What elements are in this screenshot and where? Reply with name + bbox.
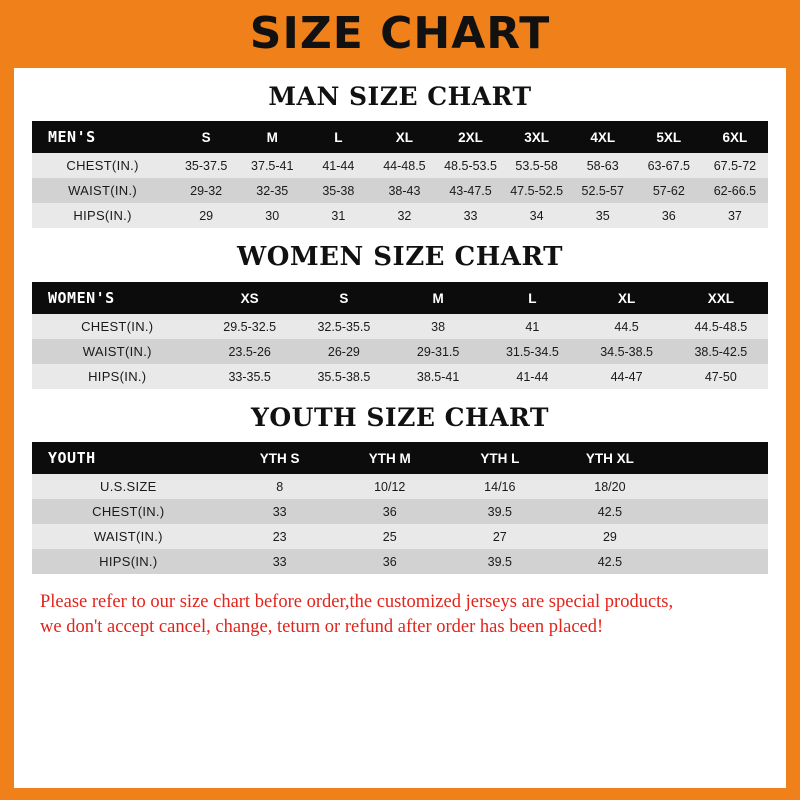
row-label: HIPS(IN.) xyxy=(32,203,173,228)
row-label: WAIST(IN.) xyxy=(32,178,173,203)
page-title: SIZE CHART xyxy=(249,8,551,59)
table-row xyxy=(32,364,768,389)
column-header: XL xyxy=(579,282,673,314)
column-header: XXL xyxy=(674,282,768,314)
cell: 36 xyxy=(335,549,445,574)
cell: 33 xyxy=(225,549,335,574)
cell: 31 xyxy=(305,203,371,228)
column-header: XL xyxy=(371,121,437,153)
cell: 39.5 xyxy=(445,499,555,524)
cell: 43-47.5 xyxy=(437,178,503,203)
row-label: HIPS(IN.) xyxy=(32,549,225,574)
cell: 33 xyxy=(225,499,335,524)
cell: 23.5-26 xyxy=(203,339,297,364)
cell: 29-31.5 xyxy=(391,339,485,364)
column-header: YTH S xyxy=(225,442,335,474)
cell: 29-32 xyxy=(173,178,239,203)
cell: 38-43 xyxy=(371,178,437,203)
cell: 53.5-58 xyxy=(504,153,570,178)
cell: 18/20 xyxy=(555,474,665,499)
footer-note-line-1: Please refer to our size chart before order,the customized jerseys are special products, xyxy=(40,592,674,612)
cell: 41 xyxy=(485,314,579,339)
cell: 26-29 xyxy=(297,339,391,364)
cell: 41-44 xyxy=(305,153,371,178)
cell: 33 xyxy=(437,203,503,228)
cell: 32 xyxy=(371,203,437,228)
cell-spacer xyxy=(665,474,768,499)
cell: 37 xyxy=(702,203,768,228)
table-row xyxy=(32,178,768,203)
header-band xyxy=(0,0,800,68)
cell: 31.5-34.5 xyxy=(485,339,579,364)
cell: 30 xyxy=(239,203,305,228)
table-header-row xyxy=(32,442,768,474)
cell: 38 xyxy=(391,314,485,339)
table-row xyxy=(32,314,768,339)
cell: 47.5-52.5 xyxy=(504,178,570,203)
cell: 38.5-42.5 xyxy=(674,339,768,364)
man-size-table xyxy=(32,121,768,228)
row-label: CHEST(IN.) xyxy=(32,153,173,178)
row-label: CHEST(IN.) xyxy=(32,499,225,524)
table-row xyxy=(32,524,768,549)
column-header: S xyxy=(297,282,391,314)
row-label: HIPS(IN.) xyxy=(32,364,203,389)
cell: 42.5 xyxy=(555,499,665,524)
section-title-women: WOMEN SIZE CHART xyxy=(237,242,563,272)
cell: 35-37.5 xyxy=(173,153,239,178)
cell: 32-35 xyxy=(239,178,305,203)
cell: 29 xyxy=(173,203,239,228)
cell: 62-66.5 xyxy=(702,178,768,203)
row-label: WAIST(IN.) xyxy=(32,524,225,549)
column-header: 2XL xyxy=(437,121,503,153)
cell: 32.5-35.5 xyxy=(297,314,391,339)
cell: 44-47 xyxy=(579,364,673,389)
column-header: L xyxy=(305,121,371,153)
youth-size-table xyxy=(32,442,768,574)
cell: 10/12 xyxy=(335,474,445,499)
column-header: 6XL xyxy=(702,121,768,153)
cell: 36 xyxy=(636,203,702,228)
column-header: YTH XL xyxy=(555,442,665,474)
footer-note-line-2: we don't accept cancel, change, teturn or refund after order has been placed! xyxy=(40,616,604,637)
column-header: 3XL xyxy=(504,121,570,153)
cell: 42.5 xyxy=(555,549,665,574)
women-size-table xyxy=(32,282,768,389)
cell: 44-48.5 xyxy=(371,153,437,178)
content-area xyxy=(14,82,786,640)
row-label: WAIST(IN.) xyxy=(32,339,203,364)
cell: 52.5-57 xyxy=(570,178,636,203)
column-header: M xyxy=(391,282,485,314)
table-header-row xyxy=(32,121,768,153)
column-header: S xyxy=(173,121,239,153)
cell-spacer xyxy=(665,549,768,574)
cell: 14/16 xyxy=(445,474,555,499)
bottom-band xyxy=(0,788,800,800)
cell: 8 xyxy=(225,474,335,499)
column-header: YTH M xyxy=(335,442,445,474)
cell: 35-38 xyxy=(305,178,371,203)
column-header-spacer xyxy=(665,442,768,474)
cell: 34 xyxy=(504,203,570,228)
column-header: XS xyxy=(203,282,297,314)
cell: 38.5-41 xyxy=(391,364,485,389)
column-header: YTH L xyxy=(445,442,555,474)
cell: 33-35.5 xyxy=(203,364,297,389)
column-header: YOUTH xyxy=(32,442,225,474)
table-row xyxy=(32,339,768,364)
column-header: M xyxy=(239,121,305,153)
table-row xyxy=(32,474,768,499)
column-header: 5XL xyxy=(636,121,702,153)
cell: 35.5-38.5 xyxy=(297,364,391,389)
cell: 29 xyxy=(555,524,665,549)
section-women xyxy=(32,242,768,389)
table-row xyxy=(32,549,768,574)
cell-spacer xyxy=(665,524,768,549)
cell: 58-63 xyxy=(570,153,636,178)
cell: 25 xyxy=(335,524,445,549)
section-title-youth: YOUTH SIZE CHART xyxy=(251,403,549,432)
cell: 34.5-38.5 xyxy=(579,339,673,364)
cell: 35 xyxy=(570,203,636,228)
cell: 44.5 xyxy=(579,314,673,339)
cell: 48.5-53.5 xyxy=(437,153,503,178)
cell: 41-44 xyxy=(485,364,579,389)
column-header: L xyxy=(485,282,579,314)
cell: 39.5 xyxy=(445,549,555,574)
cell: 27 xyxy=(445,524,555,549)
cell: 23 xyxy=(225,524,335,549)
table-row xyxy=(32,203,768,228)
column-header: MEN'S xyxy=(32,121,173,153)
table-header-row xyxy=(32,282,768,314)
section-title-man: MAN SIZE CHART xyxy=(268,82,532,111)
table-row xyxy=(32,153,768,178)
section-man xyxy=(32,82,768,228)
cell: 36 xyxy=(335,499,445,524)
row-label: CHEST(IN.) xyxy=(32,314,203,339)
cell: 57-62 xyxy=(636,178,702,203)
column-header: WOMEN'S xyxy=(32,282,203,314)
section-youth xyxy=(32,403,768,574)
cell: 37.5-41 xyxy=(239,153,305,178)
column-header: 4XL xyxy=(570,121,636,153)
cell: 67.5-72 xyxy=(702,153,768,178)
footer-note xyxy=(32,590,768,640)
cell-spacer xyxy=(665,499,768,524)
row-label: U.S.SIZE xyxy=(32,474,225,499)
cell: 47-50 xyxy=(674,364,768,389)
cell: 44.5-48.5 xyxy=(674,314,768,339)
table-row xyxy=(32,499,768,524)
cell: 29.5-32.5 xyxy=(203,314,297,339)
cell: 63-67.5 xyxy=(636,153,702,178)
